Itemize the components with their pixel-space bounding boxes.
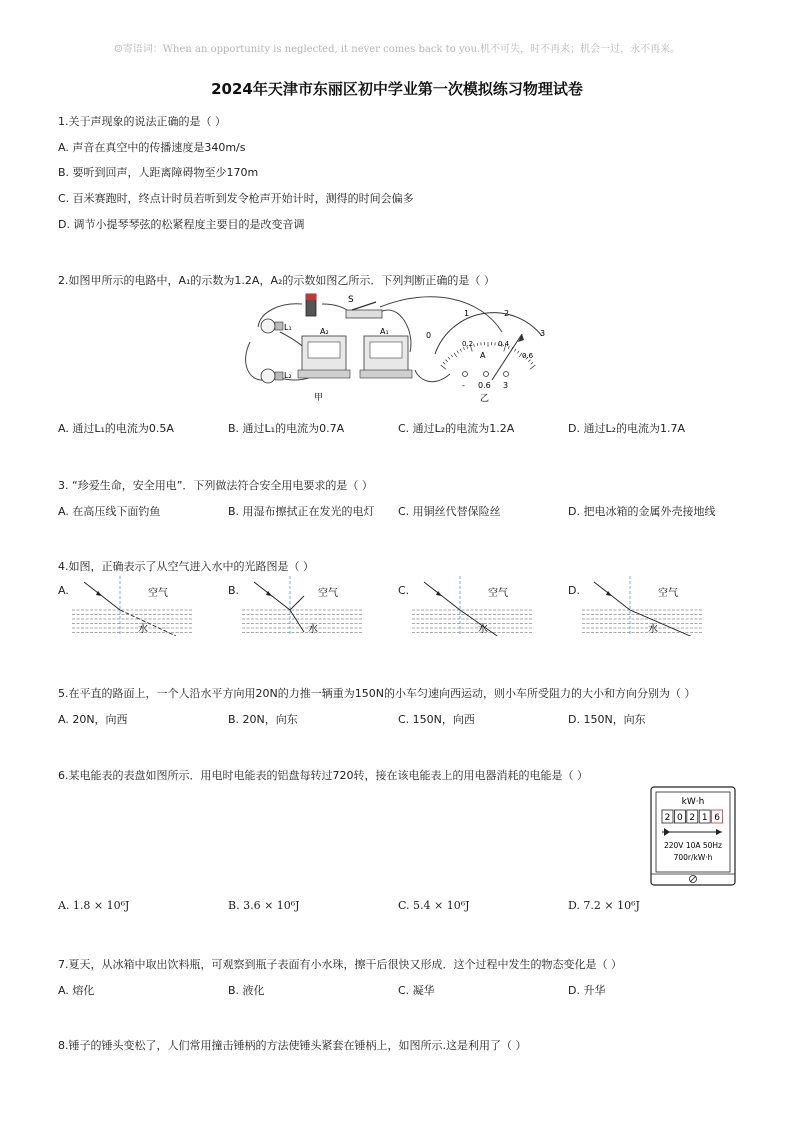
ammeter-a2-label: A₂ xyxy=(320,327,329,336)
dial-tick xyxy=(518,351,520,354)
question-4-option-letter: C. xyxy=(398,584,410,597)
dial-tick xyxy=(451,355,453,357)
dial-tick xyxy=(457,351,459,354)
dial-top-3: 3 xyxy=(540,329,546,338)
question-6-option-d: D. 7.2 × 10⁶J xyxy=(568,899,640,912)
meter-revolutions: 700r/kW·h xyxy=(673,853,713,862)
ammeter-a1-label: A₁ xyxy=(380,327,389,336)
bulb-l1-label: L₁ xyxy=(284,323,292,332)
dial-tick xyxy=(446,360,448,362)
question-1-option-c: C. 百米赛跑时，终点计时员若听到发令枪声开始计时，测得的时间会偏多 xyxy=(58,192,414,205)
dial-tick xyxy=(474,344,475,347)
page-title: 2024年天津市东丽区初中学业第一次模拟练习物理试卷 xyxy=(211,80,583,98)
question-1-stem: 1.关于声现象的说法正确的是（ ） xyxy=(58,115,226,128)
question-2-stem: 2.如图甲所示的电路中，A₁的示数为1.2A，A₂的示数如图乙所示．下列判断正确的是（ ） xyxy=(58,274,495,287)
dial-tick xyxy=(477,343,478,346)
water-label: 水 xyxy=(648,624,658,635)
question-2-option-d: D. 通过L₂的电流为1.7A xyxy=(568,422,686,435)
water-label: 水 xyxy=(138,624,148,635)
refraction-diagram xyxy=(582,576,702,636)
reflected-ray xyxy=(290,596,304,610)
meter-unit: kW·h xyxy=(681,797,705,807)
water-label: 水 xyxy=(478,624,488,635)
dial-tick xyxy=(448,357,450,359)
question-5-option-b: B. 20N，向东 xyxy=(228,713,298,726)
question-5-option-a: A. 20N，向西 xyxy=(58,713,128,726)
figure-jia-caption: 甲 xyxy=(314,393,324,403)
question-5-stem: 5.在平直的路面上，一个人沿水平方向用20N的力推一辆重为150N的小车匀速向西运动，则小车所受阻力的大小和方向分别为（ ） xyxy=(58,687,696,700)
dial-tick xyxy=(530,365,536,369)
question-2-option-c: C. 通过L₂的电流为1.2A xyxy=(398,422,515,435)
dial-tick xyxy=(454,353,457,357)
question-6-stem: 6.某电能表的表盘如图所示．用电时电能表的铝盘每转过720转，接在该电能表上的用电器消耗的电能是（ ） xyxy=(58,769,588,782)
bulb-l2-label: L₂ xyxy=(284,371,292,380)
question-4-stem: 4.如图，正确表示了从空气进入水中的光路图是（ ） xyxy=(58,560,314,573)
water-label: 水 xyxy=(308,624,318,635)
refraction-diagram xyxy=(72,576,192,636)
question-7-stem: 7.夏天，从冰箱中取出饮料瓶，可观察到瓶子表面有小水珠，擦干后很快又形成．这个过程中发生的物态变化是（ ） xyxy=(58,958,622,971)
dial-top-2: 2 xyxy=(504,309,510,318)
question-8-stem: 8.锤子的锤头变松了，人们常用撞击锤柄的方法使锤头紧套在锤柄上，如图所示.这是利用了（ ） xyxy=(58,1039,527,1052)
air-label: 空气 xyxy=(148,588,168,599)
question-7-option-b: B. 液化 xyxy=(228,984,265,997)
energy-meter-figure xyxy=(650,786,736,886)
dial-bottom-02: 0.2 xyxy=(462,340,474,348)
dial-unit: A xyxy=(480,351,486,360)
circuit-figure xyxy=(240,292,558,404)
question-6-option-a: A. 1.8 × 10⁶J xyxy=(58,899,130,912)
dial-tick xyxy=(441,365,447,369)
question-2-option-a: A. 通过L₁的电流为0.5A xyxy=(58,422,174,435)
dial-top-0: 0 xyxy=(426,331,432,340)
air-label: 空气 xyxy=(318,588,338,599)
terminal-06: 0.6 xyxy=(478,381,491,390)
dial-tick xyxy=(460,349,461,352)
question-3-option-b: B. 用湿布擦拭正在发光的电灯 xyxy=(228,505,375,518)
question-7-option-d: D. 升华 xyxy=(568,984,606,997)
question-1-option-b: B. 要听到回声，人距离障碍物至少170m xyxy=(58,166,259,179)
question-3-option-c: C. 用铜丝代替保险丝 xyxy=(398,505,501,518)
question-5-option-c: C. 150N，向西 xyxy=(398,713,475,726)
question-6-option-c: C. 5.4 × 10⁶J xyxy=(398,899,470,912)
meter-digit: 0 xyxy=(677,813,683,823)
question-5-option-d: D. 150N，向东 xyxy=(568,713,646,726)
air-label: 空气 xyxy=(658,588,678,599)
question-1-option-a: A. 声音在真空中的传播速度是340m/s xyxy=(58,141,246,154)
figure-yi-caption: 乙 xyxy=(480,394,490,404)
question-7-option-c: C. 凝华 xyxy=(398,984,435,997)
dial-bottom-04: 0.4 xyxy=(498,340,510,348)
dial-tick xyxy=(531,362,533,364)
terminal-3: 3 xyxy=(503,381,509,390)
refracted-ray xyxy=(630,610,702,636)
question-2-option-b: B. 通过L₁的电流为0.7A xyxy=(228,422,345,435)
meter-digit: 6 xyxy=(714,813,720,823)
refracted-ray xyxy=(120,610,176,636)
refracted-ray xyxy=(290,610,304,632)
question-4-option-letter: D. xyxy=(568,584,580,597)
terminal-minus: - xyxy=(462,381,465,390)
switch-label: S xyxy=(348,295,354,305)
dial-top-1: 1 xyxy=(464,309,470,318)
meter-digit: 2 xyxy=(664,813,671,823)
question-1-option-d: D. 调节小提琴琴弦的松紧程度主要目的是改变音调 xyxy=(58,218,305,231)
question-6-option-b: B. 3.6 × 10⁶J xyxy=(228,899,300,912)
refraction-diagram xyxy=(242,576,362,636)
question-3-stem: 3. “珍爱生命，安全用电”．下列做法符合安全用电要求的是（ ） xyxy=(58,479,373,492)
dial-bottom-06: 0.6 xyxy=(522,352,534,360)
question-3-option-d: D. 把电冰箱的金属外壳接地线 xyxy=(568,505,716,518)
meter-spec: 220V 10A 50Hz xyxy=(663,841,723,850)
meter-digit: 2 xyxy=(689,813,696,823)
meter-digit: 1 xyxy=(701,813,708,823)
motto-line: ☺寄语词：When an opportunity is neglected, it never comes back to you.机不可失，时不再来；机会一过，永不再来。 xyxy=(113,44,681,55)
dial-tick xyxy=(515,349,516,352)
refraction-diagram xyxy=(412,576,532,636)
question-4-option-letter: A. xyxy=(58,584,69,597)
question-7-option-a: A. 熔化 xyxy=(58,984,95,997)
question-4-option-letter: B. xyxy=(228,584,240,597)
dial-tick xyxy=(443,362,445,364)
air-label: 空气 xyxy=(488,588,508,599)
question-3-option-a: A. 在高压线下面钓鱼 xyxy=(58,505,161,518)
